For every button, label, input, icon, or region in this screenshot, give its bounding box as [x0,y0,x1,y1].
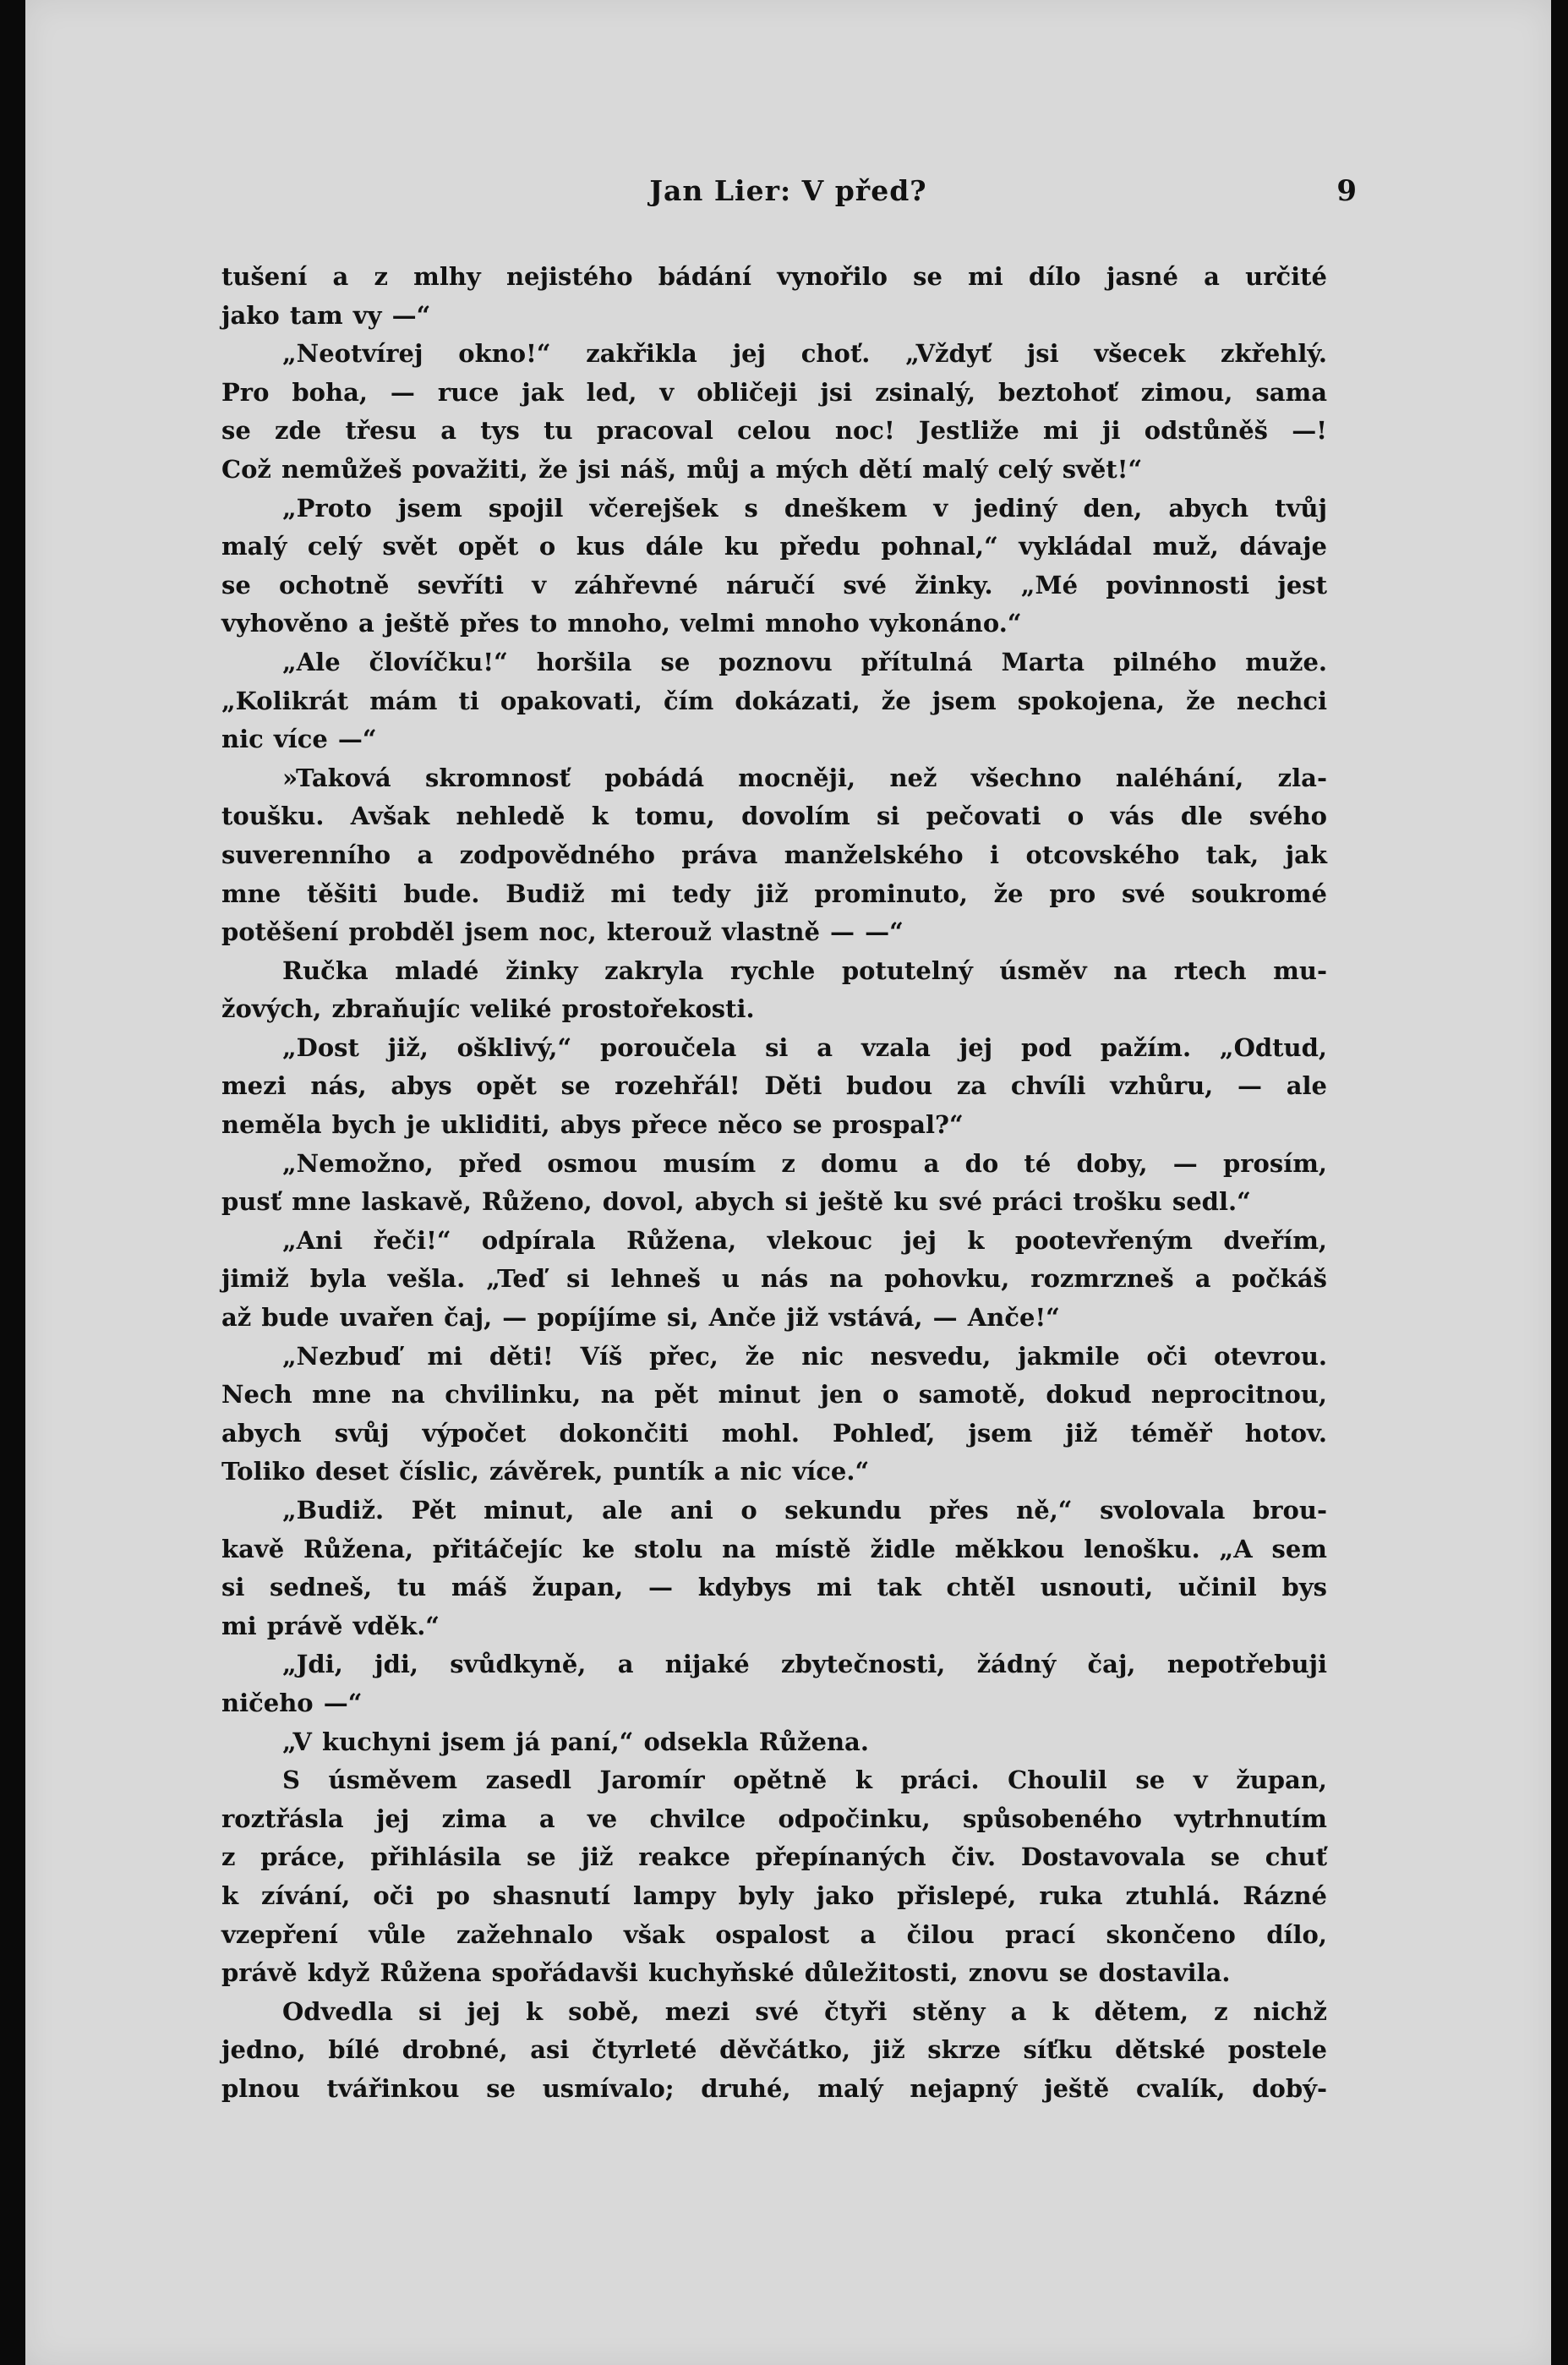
paragraph [221,490,1327,643]
text-line: k zívání, oči po shasnutí lampy byly jako přislepé, ruka ztuhlá. Rázné [221,1881,1327,1910]
text-line: „Neotvírej okno!“ zakřikla jej choť. „Vždyť jsi všecek zkřehlý. [282,339,1327,369]
paragraph [221,1338,1327,1492]
text-line: „Kolikrát mám ti opakovati, čím dokázati, že jsem spokojena, že nechci [221,686,1327,715]
text-line: „Jdi, jdi, svůdkyně, a nijaké zbytečnosti, žádný čaj, nepotřebuji [282,1650,1327,1679]
text-line: suverenního a zodpovědného práva manželského i otcovského tak, jak [221,840,1327,869]
text-line: S úsměvem zasedl Jaromír opětně k práci. Choulil se v župan, [282,1766,1327,1795]
body-text [221,258,1327,2109]
text-line: si sedneš, tu máš župan, — kdybys mi tak chtěl usnouti, učinil bys [221,1573,1327,1602]
paragraph [221,258,1327,335]
text-line: Pro boha, — ruce jak led, v obličeji jsi zsinalý, beztohoť zimou, sama [221,377,1327,407]
text-line: „Dost již, ošklivý,“ poroučela si a vzala jej pod pažím. „Odtud, [282,1032,1327,1062]
text-line: plnou tvářinkou se usmívalo; druhé, malý nejapný ještě cvalík, dobý- [221,2073,1327,2103]
book-page [25,0,1551,2365]
paragraph [221,1029,1327,1145]
text-line: mne těšiti bude. Budiž mi tedy již prominuto, že pro své soukromé [221,879,1327,908]
text-line: „Ale človíčku!“ horšila se poznovu přítulná Marta pilného muže. [282,647,1327,676]
paragraph [221,643,1327,759]
paragraph [221,952,1327,1029]
text-line: malý celý svět opět o kus dále ku předu pohnal,“ vykládal muž, dávaje [221,532,1327,561]
running-title: Jan Lier: V před? [649,174,927,207]
text-line: ničeho —“ [221,1688,363,1717]
paragraph [221,1645,1327,1722]
text-line: jedno, bílé drobné, asi čtyrleté děvčátko, již skrze síťku dětské postele [221,2035,1327,2065]
text-line: roztřásla jej zima a ve chvilce odpočinku, spůsobeného vytrhnutím [221,1804,1327,1833]
text-line: pusť mne laskavě, Růženo, dovol, abych si ještě ku své práci trošku sedl.“ [221,1187,1251,1217]
text-line: „Proto jsem spojil včerejšek s dneškem v jediný den, abych tvůj [282,493,1327,523]
text-line: „Nemožno, před osmou musím z domu a do té doby, — prosím, [282,1148,1327,1178]
text-line: „Nezbuď mi děti! Víš přec, že nic nesvedu, jakmile oči otevrou. [282,1341,1327,1371]
text-line: kavě Růžena, přitáčejíc ke stolu na místě židle měkkou lenošku. „A sem [221,1534,1327,1563]
text-line: Nech mne na chvilinku, na pět minut jen o samotě, dokud neprocitnou, [221,1380,1327,1410]
paragraph [221,1492,1327,1645]
text-line: tušení a z mlhy nejistého bádání vynořilo se mi dílo jasné a určité [221,262,1327,291]
text-line: „Budiž. Pět minut, ale ani o sekundu přes ně,“ svolovala brou- [282,1496,1327,1525]
text-line: mi právě vděk.“ [221,1611,440,1640]
text-line: jako tam vy —“ [221,300,431,330]
text-line: právě když Růžena spořádavši kuchyňské důležitosti, znovu se dostavila. [221,1958,1231,1988]
page-number: 9 [1336,174,1357,208]
text-line: Což nemůžeš považiti, že jsi náš, můj a mých dětí malý celý svět!“ [221,454,1143,484]
text-line: abych svůj výpočet dokončiti mohl. Pohleď, jsem již téměř hotov. [221,1418,1327,1448]
paragraph [221,1761,1327,1993]
text-line: se ochotně sevříti v záhřevné náručí své žinky. „Mé povinnosti jest [221,570,1327,599]
paragraph [221,1145,1327,1222]
text-line: až bude uvařen čaj, — popíjíme si, Anče již vstává, — Anče!“ [221,1303,1060,1333]
page-header [220,174,1357,225]
text-line: „Ani řeči!“ odpírala Růžena, vlekouc jej k pootevřeným dveřím, [282,1225,1327,1255]
paragraph [221,1222,1327,1338]
text-line: „V kuchyni jsem já paní,“ odsekla Růžena. [282,1727,869,1756]
text-line: toušku. Avšak nehledě k tomu, dovolím si pečovati o vás dle svého [221,802,1327,831]
text-line: mezi nás, abys opět se rozehřál! Děti budou za chvíli vzhůru, — ale [221,1071,1327,1101]
text-line: »Taková skromnosť pobádá mocněji, než všechno naléhání, zla- [282,763,1327,792]
text-line: jimiž byla vešla. „Teď si lehneš u nás na pohovku, rozmrzneš a počkáš [221,1264,1327,1294]
text-line: se zde třesu a tys tu pracoval celou noc! Jestliže mi ji odstůněš —! [221,416,1327,446]
paragraph [221,759,1327,952]
text-line: potěšení probděl jsem noc, kterouž vlastně — —“ [221,917,904,947]
text-line: Odvedla si jej k sobě, mezi své čtyři stěny a k dětem, z nichž [282,1996,1327,2026]
text-line: vyhověno a ještě přes to mnoho, velmi mnoho vykonáno.“ [221,609,1022,638]
text-line: neměla bych je ukliditi, abys přece něco se prospal?“ [221,1110,964,1140]
text-line: vzepření vůle zažehnalo však ospalost a čilou prací skončeno dílo, [221,1919,1327,1949]
text-line: Toliko deset číslic, závěrek, puntík a nic více.“ [221,1457,870,1486]
text-line: nic více —“ [221,725,377,754]
text-line: Ručka mladé žinky zakryla rychle potutelný úsměv na rtech mu- [282,955,1327,985]
paragraph [221,1723,1327,1762]
paragraph [221,335,1327,489]
paragraph [221,1993,1327,2109]
text-line: z práce, přihlásila se již reakce přepínaných čiv. Dostavovala se chuť [221,1842,1327,1872]
text-line: žových, zbraňujíc veliké prostořekosti. [221,994,755,1024]
